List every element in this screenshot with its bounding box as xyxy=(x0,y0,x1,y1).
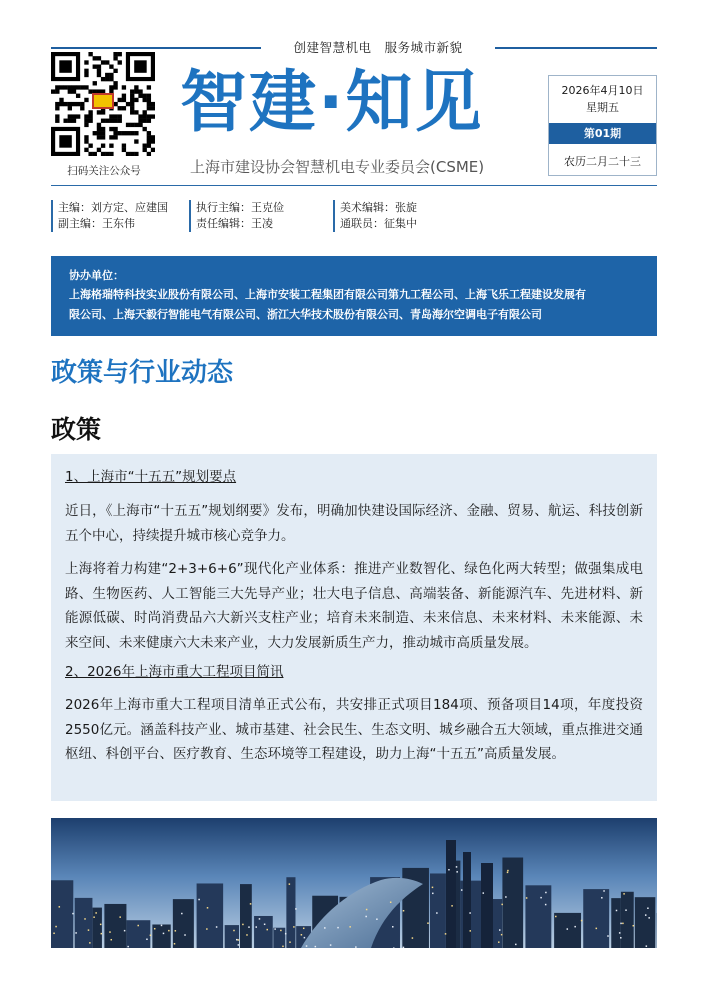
city-skyline-photo xyxy=(51,818,657,948)
staff-col-2 xyxy=(189,200,284,232)
issue-date-box xyxy=(548,75,657,176)
staff-col-1 xyxy=(51,200,168,232)
correspondent: 通联员：征集中 xyxy=(340,217,417,230)
header-rule xyxy=(51,185,657,186)
section-title: 政策与行业动态 xyxy=(51,358,234,388)
masthead-subtitle: 上海市建设协会智慧机电专业委员会(CSME) xyxy=(190,158,485,176)
slogan-rule-right xyxy=(495,47,657,49)
qr-code[interactable] xyxy=(51,52,155,156)
deputy-editor: 副主编：王东伟 xyxy=(58,217,135,230)
staff-col-3 xyxy=(333,200,417,232)
co-organizers-banner xyxy=(51,256,657,336)
qr-label: 扫码关注公众号 xyxy=(67,165,141,177)
responsible-editor: 责任编辑：王凌 xyxy=(196,217,273,230)
slogan: 创建智慧机电 服务城市新貌 xyxy=(293,40,463,55)
policy-item-2-paragraph-1: 2026年上海市重大工程项目清单正式公布，共安排正式项目184项、预备项目14项，年度投资2550亿元。涵盖科技产业、城市基建、社会民生、生态文明、城乡融合五大领域，重点推进交通枢纽、科创平台、医疗教育、生态环境等工程建设，助力上海“十五五”高质量发展。 xyxy=(65,697,643,762)
qr-code-image xyxy=(51,52,155,156)
issue-weekday: 星期五 xyxy=(586,101,619,114)
co-organizers-line-1: 上海格瑞特科技实业股份有限公司、上海市安装工程集团有限公司第九工程公司、上海飞乐工程建设发展有 xyxy=(69,288,586,301)
lunar-date: 农历二月二十三 xyxy=(564,155,641,168)
editor-in-chief: 主编：刘方定、应建国 xyxy=(58,201,168,214)
policy-item-1-paragraph-1: 近日，《上海市“十五五”规划纲要》发布，明确加快建设国际经济、金融、贸易、航运、科技创新五个中心，持续提升城市核心竞争力。 xyxy=(65,503,643,544)
co-organizers-heading: 协办单位： xyxy=(69,269,124,282)
issue-date: 2026年4月10日 xyxy=(561,84,644,97)
masthead-title: 智建·知见 xyxy=(180,63,484,141)
policy-item-1-title: 1、上海市“十五五”规划要点 xyxy=(65,469,237,485)
policy-item-2-title: 2、2026年上海市重大工程项目简讯 xyxy=(65,664,284,680)
subsection-title: 政策 xyxy=(51,415,102,444)
skyline-illustration xyxy=(51,818,657,948)
executive-editor: 执行主编：王克俭 xyxy=(196,201,284,214)
policy-item-1-paragraph-2: 上海将着力构建“2+3+6+6”现代化产业体系：推进产业数智化、绿色化两大转型；做强集成电路、生物医药、人工智能三大先导产业；壮大电子信息、高端装备、新能源汽车、先进材料、新能源低碳、时尚消费品六大新兴支柱产业；培育未来制造、未来信息、未来材料、未来能源、未来空间、未来健康六大未来产业，大力发展新质生产力，推动城市高质量发展。 xyxy=(65,561,643,651)
policy-box xyxy=(51,454,657,801)
slogan-rule-left xyxy=(51,47,261,49)
art-editor: 美术编辑：张旋 xyxy=(340,201,417,214)
co-organizers-line-2: 限公司、上海天毅行智能电气有限公司、浙江大华技术股份有限公司、青岛海尔空调电子有限公司 xyxy=(69,308,542,321)
issue-number: 第01期 xyxy=(549,123,656,144)
